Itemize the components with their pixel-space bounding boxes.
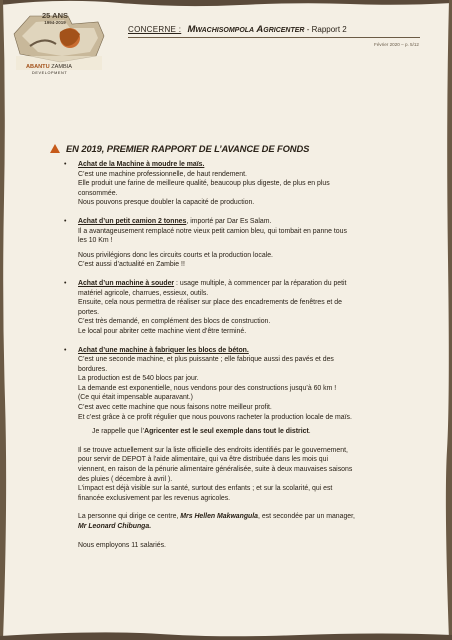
list-item-welding-machine — [52, 279, 424, 337]
brand-name: ABANTU — [26, 64, 50, 70]
item-line: La demande est exponentielle, nous vendons pour des constructions jusqu’à 60 km ! — [78, 384, 337, 392]
item-line: C’est aussi d’actualité en Zambie !! — [78, 261, 185, 269]
item-heading: Achat d’un machine à souder — [78, 279, 175, 287]
item-heading: Achat d’une machine à fabriquer les blocs de béton. — [78, 346, 249, 354]
reminder-prefix: Je rappelle que l’ — [92, 428, 145, 436]
reminder-highlight: Agricenter est le seul exemple dans tout le district — [144, 428, 309, 436]
paragraph-line: des pluies ( décembre à avril ). — [78, 475, 173, 483]
document-header — [128, 24, 347, 35]
warning-triangle-icon — [50, 144, 60, 153]
item-line: La production est de 540 blocs par jour. — [78, 375, 199, 383]
item-heading: Achat d’un petit camion 2 tonnes — [78, 217, 187, 225]
section-title-text: EN 2019, PREMIER RAPPORT DE L’AVANCE DE FONDS — [66, 143, 310, 154]
header-divider — [128, 37, 420, 38]
item-line: bordures. — [78, 365, 108, 373]
report-body — [52, 160, 424, 550]
bullet-icon: • — [64, 161, 67, 168]
item-heading: Achat de la Machine à moudre le maïs. — [78, 161, 205, 168]
item-line: Le local pour abriter cette machine vient d’être terminé. — [78, 327, 247, 335]
paragraph-line: pour servir de DEPOT à l’aide alimentaire, qui va être distribuée dans les mois qui — [78, 456, 328, 464]
item-line: C’est très demandé, en complément des blocs de construction. — [78, 318, 271, 326]
item-line: matériel agricole, charrues, essieux, outils. — [78, 289, 209, 297]
item-heading-tail: , importé par Dar Es Salam. — [186, 217, 272, 225]
depot-paragraph — [52, 446, 424, 504]
left-border — [0, 0, 10, 640]
item-line: (Ce qui était impensable auparavant.) — [78, 394, 193, 402]
years-badge-text: 25 ANS — [42, 11, 68, 20]
manager-middle: , est secondée par un manager, — [258, 513, 355, 521]
item-line: Il a avantageusement remplacé notre vieux petit camion bleu, qui tombait en panne tous — [78, 227, 347, 235]
section-title — [50, 139, 420, 157]
abantu-logo — [10, 6, 108, 75]
brand-subtitle: DEVELOPMENT — [32, 71, 68, 75]
concerne-label: CONCERNE : — [128, 25, 182, 34]
item-line: Elle produit une farine de meilleure qualité, beaucoup plus digeste, de plus en plus — [78, 180, 330, 188]
paragraph-line: financée exclusivement par les revenus agricoles. — [78, 494, 231, 502]
item-line: Nous pouvons presque doubler la capacité de production. — [78, 199, 255, 207]
company-name: Mwachisompola Agricenter — [187, 24, 305, 35]
bottom-border — [0, 630, 452, 640]
bullet-icon: • — [64, 217, 67, 225]
item-heading-tail: : usage multiple, à commencer par la réparation du petit — [174, 279, 347, 287]
item-line: consommée. — [78, 189, 118, 197]
right-border — [442, 0, 452, 640]
item-line: Nous privilégions donc les circuits courts et la production locale. — [78, 251, 273, 259]
reminder-suffix: . — [308, 428, 311, 436]
item-line: Et c’est grâce à ce profit régulier que nous pouvons racheter la production locale de maïs. — [78, 413, 352, 421]
brand-country: ZAMBIA — [51, 64, 73, 70]
manager-prefix: La personne qui dirige ce centre, — [78, 513, 181, 521]
logo-brand — [26, 64, 72, 70]
employees-line: Nous employons 11 salariés. — [78, 541, 166, 549]
bullet-icon: • — [64, 346, 67, 354]
list-item-grinding-machine — [52, 160, 424, 208]
reminder-line — [52, 427, 424, 437]
manager-suffix: . — [149, 523, 152, 530]
paragraph-line: L’impact est déjà visible sur la santé, surtout des enfants ; et sur la scolarité, qui est — [78, 485, 333, 493]
item-line: portes. — [78, 308, 100, 316]
item-line: C’est une seconde machine, et plus puissante ; elle fabrique aussi des pavés et des — [78, 356, 334, 364]
report-label: - Rapport 2 — [306, 25, 347, 34]
item-line: Ensuite, cela nous permettra de réaliser sur place des encadrements de fenêtres et de — [78, 299, 342, 307]
paragraph-line: viennent, en raison de la pénurie alimentaire généralisée, suite à deux mauvaises saisons — [78, 466, 353, 474]
item-line: C’est une machine professionnelle, de haut rendement. — [78, 170, 247, 178]
bullet-icon: • — [64, 279, 67, 287]
management-paragraph — [52, 512, 424, 531]
anniversary-badge — [34, 12, 76, 25]
years-range-text: 1994-2019 — [44, 20, 66, 25]
paragraph-line: Il se trouve actuellement sur la liste officielle des endroits identifiés par le gouvernement, — [78, 446, 348, 454]
manager-name: Mr Leonard Chibunga — [78, 523, 150, 530]
director-name: Mrs Hellen Makwangula — [180, 513, 259, 521]
page-reference: Février 2020 – p. 5/12 — [374, 42, 419, 47]
item-line: les 10 Km ! — [78, 237, 113, 245]
item-line: C’est avec cette machine que nous faisons notre meilleur profit. — [78, 404, 272, 412]
list-item-truck — [52, 217, 424, 270]
list-item-block-machine — [52, 346, 424, 423]
